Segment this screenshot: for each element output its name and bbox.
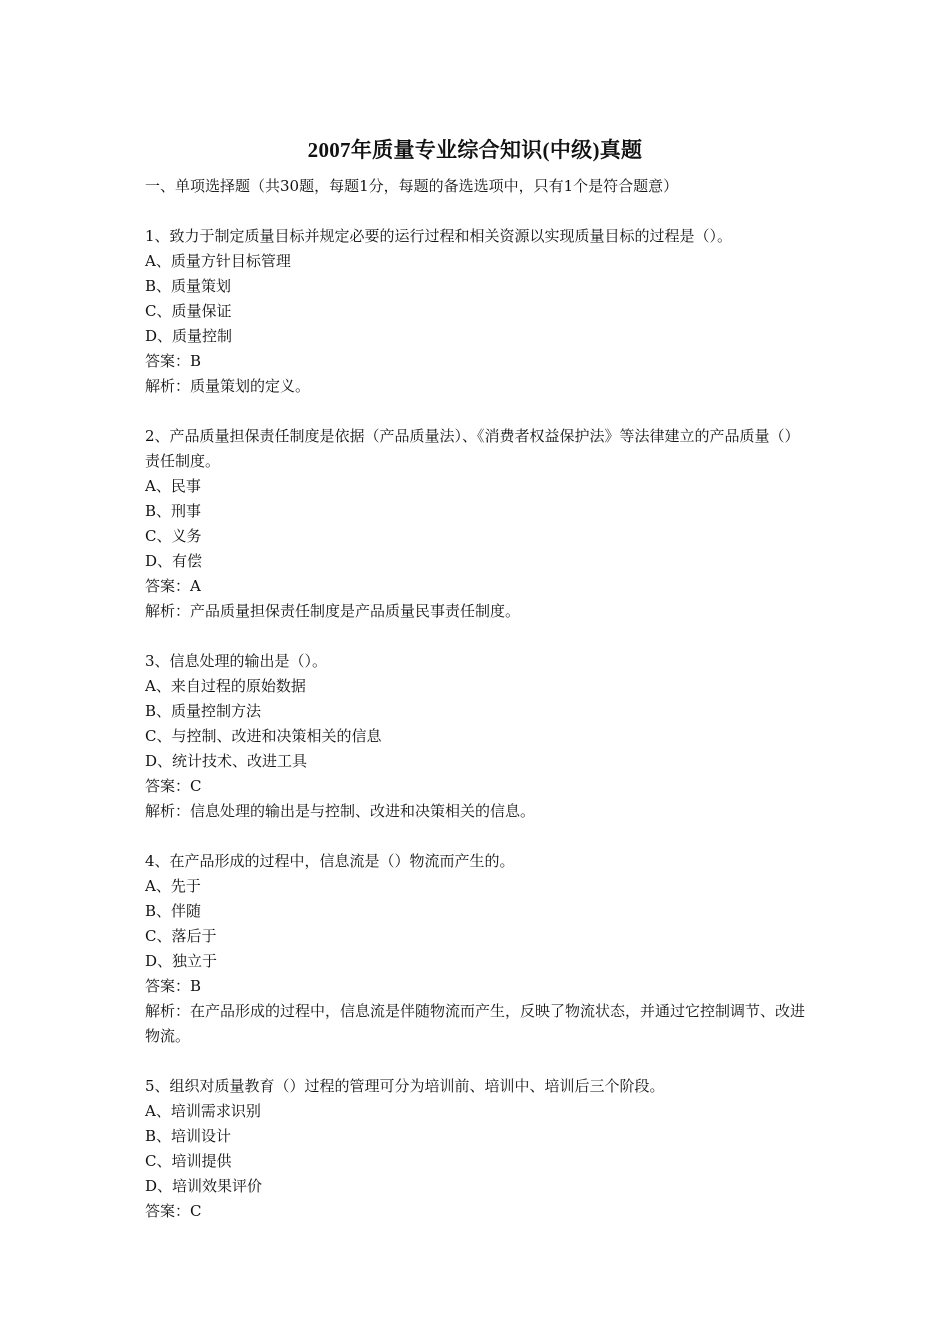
option-a: A、先于 [145, 877, 201, 895]
document-title: 2007年质量专业综合知识(中级)真题 [307, 138, 643, 162]
option-a: A、民事 [145, 477, 201, 495]
option-c: C、落后于 [145, 927, 217, 945]
option-b: B、刑事 [145, 502, 202, 520]
question-1 [145, 224, 810, 399]
option-d: D、质量控制 [145, 327, 233, 345]
option-a: A、培训需求识别 [145, 1102, 261, 1120]
option-c: C、质量保证 [145, 302, 232, 320]
question-stem: 2、产品质量担保责任制度是依据（产品质量法）、《消费者权益保护法》等法律建立的产品质量（）责任制度。 [145, 427, 800, 470]
question-4 [145, 849, 810, 1049]
option-a: A、来自过程的原始数据 [145, 677, 306, 695]
option-b: B、培训设计 [145, 1127, 232, 1145]
option-b: B、伴随 [145, 902, 202, 920]
answer: 答案：B [145, 352, 202, 370]
question-stem: 4、在产品形成的过程中，信息流是（）物流而产生的。 [145, 852, 515, 870]
option-d: D、统计技术、改进工具 [145, 752, 308, 770]
option-a: A、质量方针目标管理 [145, 252, 291, 270]
option-c: C、培训提供 [145, 1152, 232, 1170]
question-stem: 3、信息处理的输出是（）。 [145, 652, 328, 670]
question-3 [145, 649, 810, 824]
analysis: 解析：质量策划的定义。 [145, 377, 311, 395]
option-d: D、独立于 [145, 952, 218, 970]
analysis: 解析：信息处理的输出是与控制、改进和决策相关的信息。 [145, 802, 536, 820]
analysis: 解析：在产品形成的过程中，信息流是伴随物流而产生，反映了物流状态，并通过它控制调节、改进物流。 [145, 1002, 806, 1045]
question-2 [145, 424, 810, 624]
option-b: B、质量控制方法 [145, 702, 262, 720]
answer: 答案：B [145, 977, 202, 995]
question-5 [145, 1074, 810, 1224]
section-heading: 一、单项选择题（共30题，每题1分，每题的备选选项中，只有1个是符合题意） [145, 177, 679, 195]
answer: 答案：C [145, 777, 202, 795]
question-stem: 1、致力于制定质量目标并规定必要的运行过程和相关资源以实现质量目标的过程是（）。 [145, 227, 733, 245]
option-b: B、质量策划 [145, 277, 232, 295]
option-d: D、培训效果评价 [145, 1177, 263, 1195]
answer: 答案：C [145, 1202, 202, 1220]
document-body [145, 174, 810, 1224]
analysis: 解析：产品质量担保责任制度是产品质量民事责任制度。 [145, 602, 521, 620]
answer: 答案：A [145, 577, 201, 595]
option-d: D、有偿 [145, 552, 203, 570]
question-stem: 5、组织对质量教育（）过程的管理可分为培训前、培训中、培训后三个阶段。 [145, 1077, 665, 1095]
option-c: C、义务 [145, 527, 202, 545]
option-c: C、与控制、改进和决策相关的信息 [145, 727, 382, 745]
